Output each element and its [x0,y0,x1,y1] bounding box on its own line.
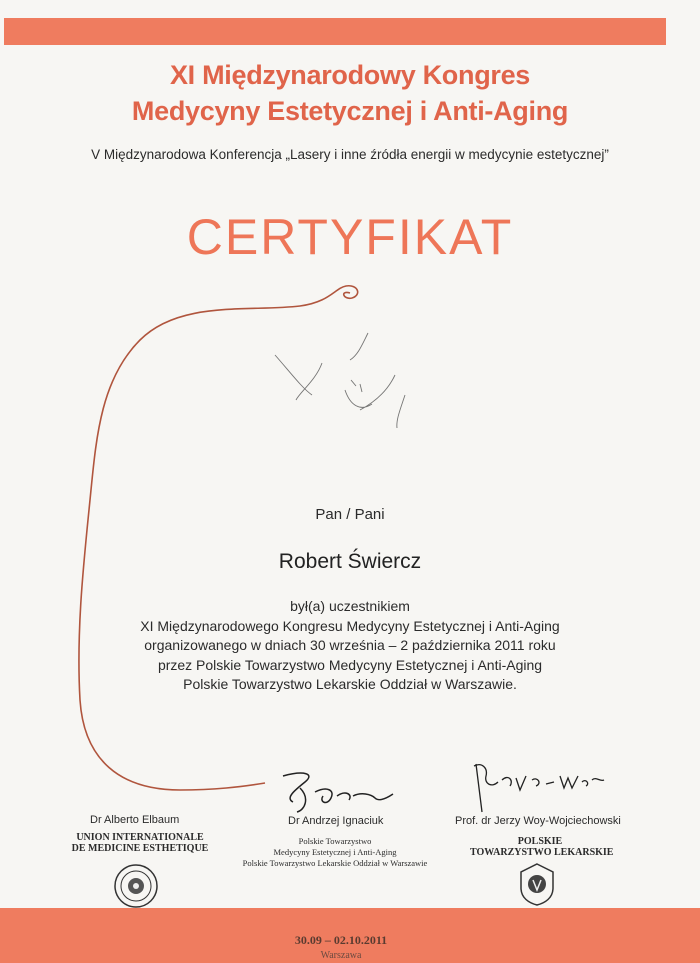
signatory-name: Prof. dr Jerzy Woy-Wojciechowski [455,815,621,827]
org-line: DE MEDICINE ESTHETIQUE [71,843,209,854]
certificate-body [0,597,700,695]
body-line: XI Międzynarodowego Kongresu Medycyny Estetycznej i Anti-Aging [140,617,560,634]
org-line: UNION INTERNATIONALE [76,832,204,843]
conference-subtitle: V Międzynarodowa Konferencja „Lasery i inne źródła energii w medycynie estetycznej” [91,147,609,162]
uime-seal-icon [112,862,160,910]
signatory-org [470,836,614,858]
certificate-heading: CERTYFIKAT [186,209,514,265]
event-place: Warszawa [320,950,362,961]
org-line: Polskie Towarzystwo Lekarskie Oddział w Warszawie [242,858,428,868]
signature-woy-wojciechowski [468,758,608,818]
body-line: organizowanego w dniach 30 września – 2 października 2011 roku [144,637,556,653]
body-line: był(a) uczestnikiem [290,598,410,614]
salutation: Pan / Pani [315,506,385,523]
title-line-1: XI Międzynarodowy Kongres [169,60,531,90]
ptl-seal-icon [517,862,557,906]
org-line: Polskie Towarzystwo [298,836,372,846]
body-line: Polskie Towarzystwo Lekarskie Oddział w Warszawie. [183,676,517,692]
title-line-2: Medycyny Estetycznej i Anti-Aging [131,96,569,126]
top-accent-bar [4,18,666,45]
event-dates: 30.09 – 02.10.2011 [294,933,388,947]
signatory-name: Dr Alberto Elbaum [90,814,180,826]
org-line: POLSKIE [517,836,563,847]
recipient-name: Robert Świercz [278,550,422,573]
org-line: Medycyny Estetycznej i Anti-Aging [273,847,397,857]
signature-ignaciuk [275,768,415,818]
signatory-org [70,832,210,854]
signatory-org [220,836,450,869]
signatory-name: Dr Andrzej Ignaciuk [288,815,384,827]
org-line: TOWARZYSTWO LEKARSKIE [470,847,614,858]
body-line: przez Polskie Towarzystwo Medycyny Estetycznej i Anti-Aging [157,656,543,673]
